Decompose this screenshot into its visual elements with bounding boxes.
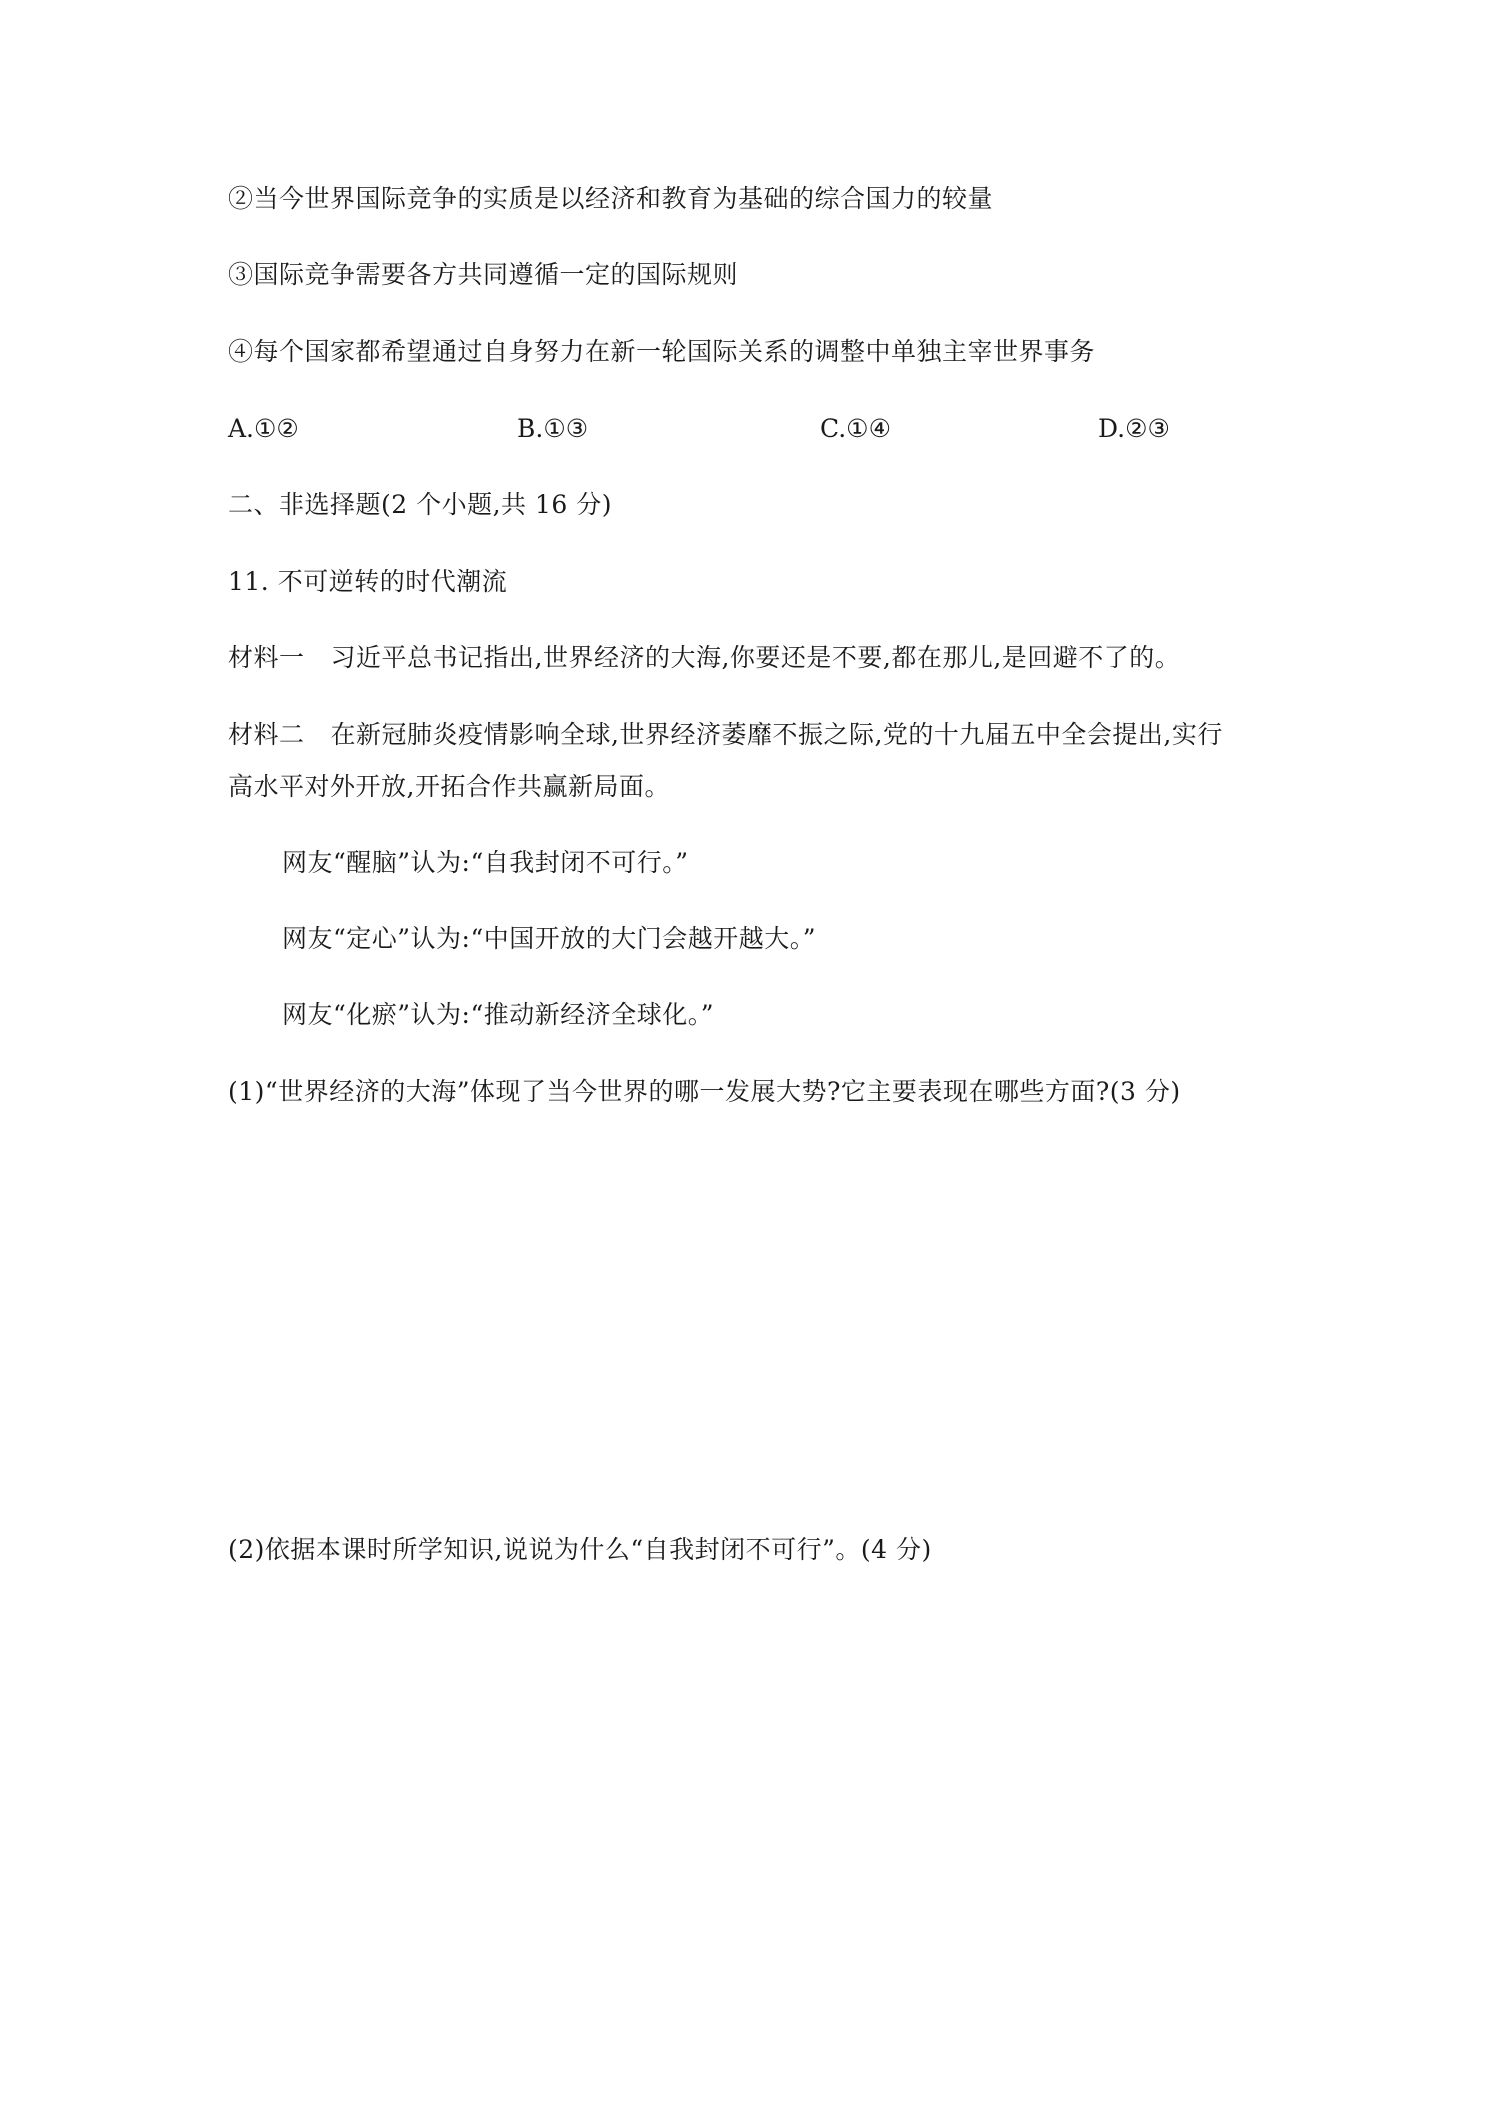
option-a: A.①② (228, 414, 299, 443)
material-1-label: 材料一 (228, 643, 305, 672)
material-2-text-line2: 高水平对外开放,开拓合作共赢新局面。 (228, 772, 670, 801)
netizen-1: 网友“醒脑”认为:“自我封闭不可行。” (282, 848, 689, 877)
sub-question-1: (1)“世界经济的大海”体现了当今世界的哪一发展大势?它主要表现在哪些方面?(3 分) (228, 1077, 1181, 1106)
material-1 (228, 645, 1180, 670)
netizen-2: 网友“定心”认为:“中国开放的大门会越开越大。” (282, 924, 817, 953)
material-2-text-line1: 在新冠肺炎疫情影响全球,世界经济萎靡不振之际,党的十九届五中全会提出,实行 (330, 720, 1223, 749)
material-2-label: 材料二 (228, 720, 305, 749)
statement-3: ③国际竞争需要各方共同遵循一定的国际规则 (228, 260, 739, 289)
option-b: B.①③ (517, 414, 589, 443)
material-1-text: 习近平总书记指出,世界经济的大海,你要还是不要,都在那儿,是回避不了的。 (330, 643, 1181, 672)
statement-4: ④每个国家都希望通过自身努力在新一轮国际关系的调整中单独主宰世界事务 (228, 337, 1096, 366)
sub-question-2: (2)依据本课时所学知识,说说为什么“自我封闭不可行”。(4 分) (228, 1535, 932, 1564)
section-heading: 二、非选择题(2 个小题,共 16 分) (228, 490, 613, 519)
option-d: D.②③ (1098, 414, 1170, 443)
question-title: 11. 不可逆转的时代潮流 (228, 567, 508, 596)
statement-2: ②当今世界国际竞争的实质是以经济和教育为基础的综合国力的较量 (228, 184, 994, 213)
material-2 (228, 722, 1223, 747)
option-c: C.①④ (820, 414, 892, 443)
netizen-3: 网友“化瘀”认为:“推动新经济全球化。” (282, 1000, 715, 1029)
